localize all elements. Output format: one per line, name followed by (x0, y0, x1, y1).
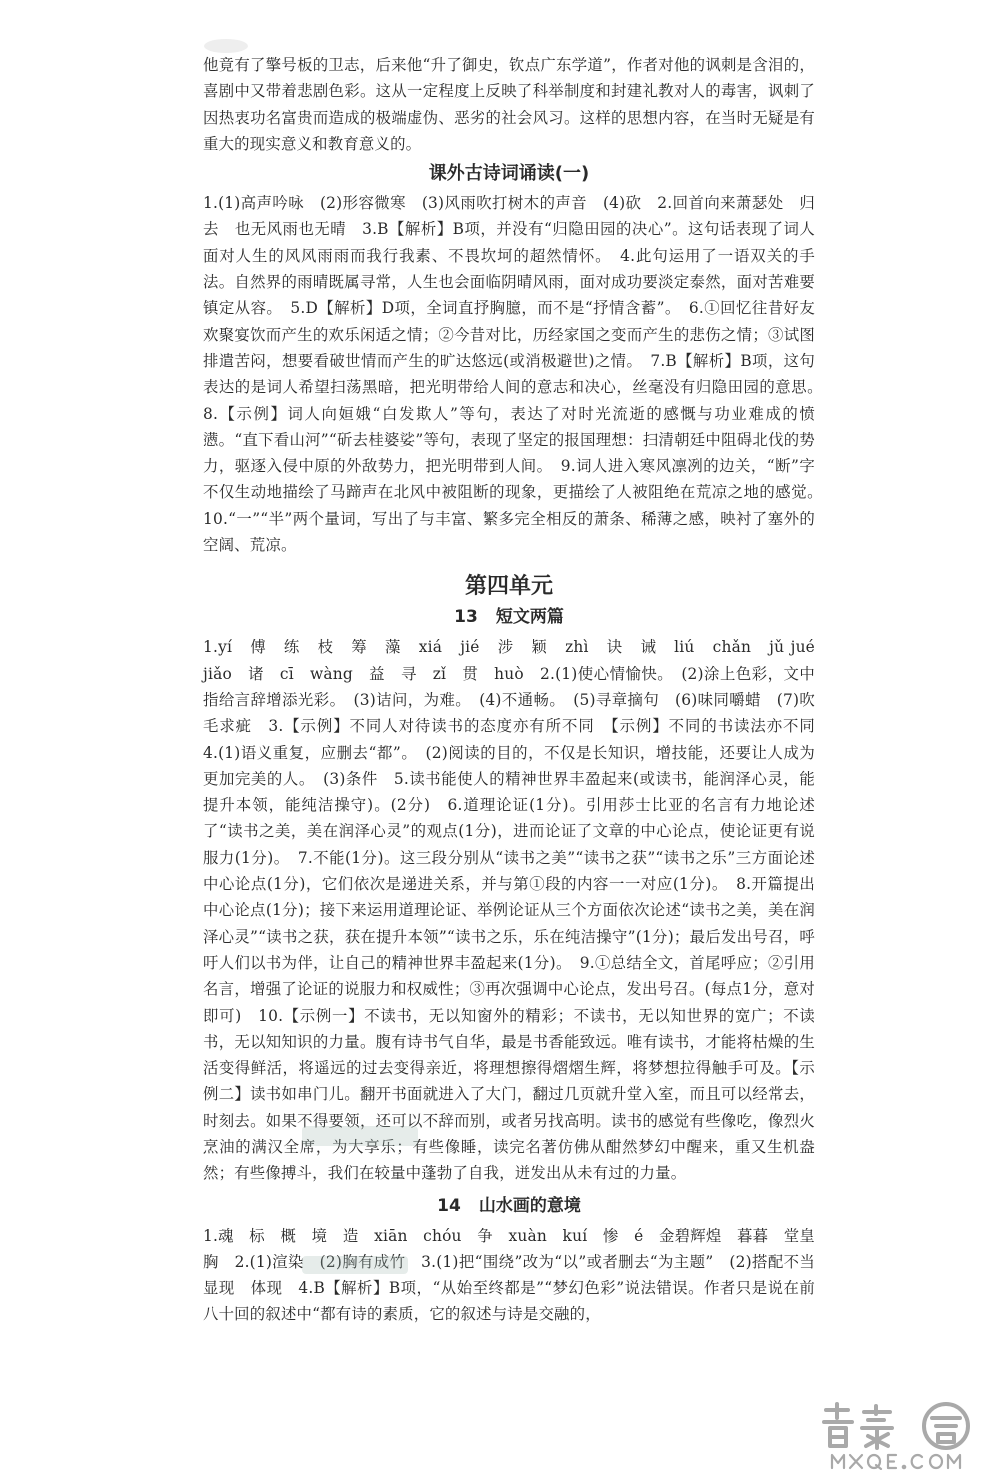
lesson-14-answers: 1.魂 标 概 境 造 xiān chóu 争 xuàn kuí 惨 é 金碧辉煌 暮暮 堂皇 胸 2.(1)渲染 (2)胸有成竹 3.(1)把“围绕”改为“以”或者删去“为主题” (2)搭配不当 显现 体现 4.B【解析】B项，“从始至终都是”“梦幻色彩”说法错误。作者只是说在前八十回的叙述中“都有诗的素质，它的叙述与诗是交融的， (203, 1226, 831, 1324)
lesson-14-title (203, 1193, 815, 1219)
lesson-13-name: 短文两篇 (495, 607, 564, 628)
page-content (203, 50, 831, 1328)
faint-stamp-mark-2 (300, 1252, 410, 1278)
section-title-poetry: 课外古诗词诵读(一) (428, 163, 590, 185)
unit-title: 第四单元 (464, 574, 553, 600)
lesson-14-number: 14 (437, 1195, 461, 1216)
poetry-answers: 1.(1)高声吟咏 (2)形容微寒 (3)风雨吹打树木的声音 (4)砍 2.回首向来萧瑟处 归去 也无风雨也无晴 3.B【解析】B项，并没有“归隐田园的决心”。这句话表现了词人面对人生的风风雨雨而我行我素、不畏坎坷的超然情怀。 4.此句运用了一语双关的手法。自然界的雨晴既属寻常，人生也会面临阴晴风雨，面对成功要淡定泰然，面对苦难要镇定从容。 5.D【解析】D项，全词直抒胸臆，而不是“抒情含蓄”。 6.①回忆往昔好友欢聚宴饮而产生的欢乐闲适之情；②今昔对比，历经家国之变而产生的悲伤之情；③试图排遣苦闷，想要看破世情而产生的旷达悠远(或消极避世)之情。 7.B【解析】B项，这句表达的是词人希望扫荡黑暗，把光明带给人间的意志和决心，丝毫没有归隐田园的意思。 8.【示例】词人向姮娥“白发欺人”等句，表达了对时光流逝的感慨与功业难成的愤懑。“直下看山河”“斫去桂婆娑”等句，表现了坚定的报国理想：扫清朝廷中阻碍北伐的势力，驱逐入侵中原的外敌势力，把光明带到人间。 9.词人进入寒风凛冽的边关，“断”字不仅生动地描绘了马蹄声在北风中被阻断的现象，更描绘了人被阻绝在荒凉之地的感觉。 10.“一”“半”两个量词，写出了与丰富、繁多完全相反的萧条、稀薄之感，映衬了塞外的空阔、荒凉。 (203, 194, 831, 555)
watermark-logo (818, 1398, 978, 1454)
watermark-url (828, 1452, 978, 1470)
lesson-13-number: 13 (454, 607, 478, 628)
lesson-13-title (203, 604, 815, 630)
lesson-13-answers: 1.yí 傅 练 枝 筹 藻 xiá jié 涉 颖 zhì 诀 诫 liú chǎn jǔ jué jiǎo 诸 cī wàng 益 寻 zǐ 贯 huò 2.(1)使心情愉快。 (2)涂上色彩，文中指给言辞增添光彩。 (3)诘问，为难。 (4)不通畅。 (5)寻章摘句 (6)味同嚼蜡 (7)吹毛求疵 3.【示例】不同人对待读书的态度亦有所不同 【示例】不同的书读法亦不同 4.(1)语义重复，应删去“都”。 (2)阅读的目的，不仅是长知识，增技能，还要让人成为更加完美的人。 (3)条件 5.读书能使人的精神世界丰盈起来(或读书，能润泽心灵，能提升本领，能纯洁操守)。(2分) 6.道理论证(1分)。引用莎士比亚的名言有力地论述了“读书之美，美在润泽心灵”的观点(1分)，进而论证了文章的中心论点，使论证更有说服力(1分)。 7.不能(1分)。这三段分别从“读书之美”“读书之获”“读书之乐”三方面论述中心论点(1分)，它们依次是递进关系，并与第①段的内容一一对应(1分)。 8.开篇提出中心论点(1分)；接下来运用道理论证、举例论证从三个方面依次论述“读书之美，美在润泽心灵”“读书之获，获在提升本领”“读书之乐，乐在纯洁操守”(1分)；最后发出号召，呼吁人们以书为伴，让自己的精神世界丰盈起来(1分)。 9.①总结全文，首尾呼应；②引用名言，增强了论证的说服力和权威性；③再次强调中心论点，发出号召。(每点1分，意对即可) 10.【示例一】不读书，无以知窗外的精彩；不读书，无以知世界的宽广；不读书，无以知知识的力量。腹有诗书气自华，最是书香能致远。唯有读书，才能将枯燥的生活变得鲜活，将遥远的过去变得亲近，将理想擦得熠熠生辉，将梦想拉得触手可及。【示例二】读书如串门儿。翻开书面就进入了大门，翻过几页就升堂入室，而且可以经常去，时刻去。如果不得要领，还可以不辞而别，或者另找高明。读书的感觉有些像吃，像烈火烹油的满汉全席，为大享乐；有些像睡，读完名著仿佛从酣然梦幻中醒来，重又生机盎然；有些像搏斗，我们在较量中蓬勃了自我，迸发出从未有过的力量。 (203, 638, 831, 1183)
intro-paragraph: 他竟有了擎号板的卫志，后来他“升了御史，钦点广东学道”，作者对他的讽刺是含泪的，喜剧中又带着悲剧色彩。这从一定程度上反映了科举制度和封建礼教对人的毒害，讽刺了因热衷功名富贵而造成的极端虚伪、恶劣的社会风习。这样的思想内容，在当时无疑是有重大的现实意义和教育意义的。 (203, 56, 815, 153)
scan-smudge (203, 38, 249, 54)
lesson-14-name: 山水画的意境 (478, 1195, 581, 1216)
faint-stamp-mark (300, 1122, 420, 1150)
